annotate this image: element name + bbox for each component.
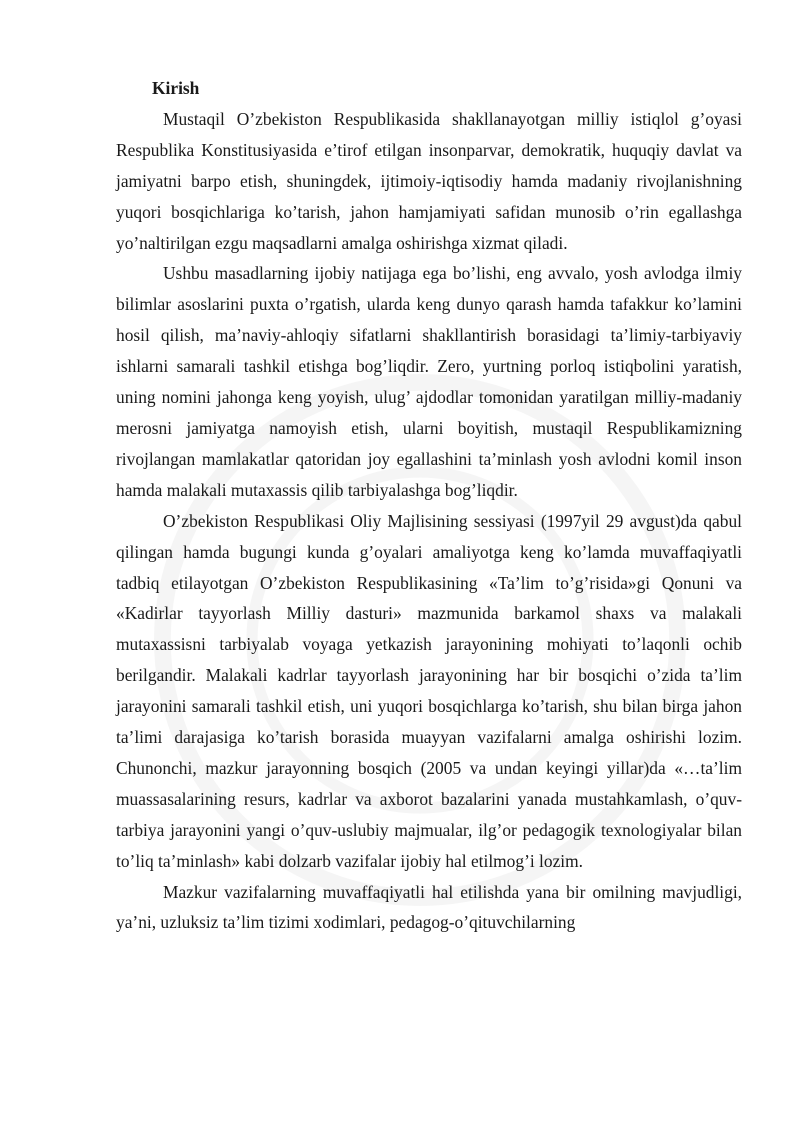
paragraph-3: O’zbekiston Respublikasi Oliy Majlisining sessiyasi (1997yil 29 avgust)da qabul qilingan hamda bugungi kunda g’oyalari amaliyotga keng ko’lamda muvaffaqiyatli tadbiq etilayotgan O’zbekiston Respublikasining «Ta’lim to’g’risida»gi Qonuni va «Kadirlar tayyorlash Milliy dasturi» mazmunida barkamol shaxs va malakali mutaxassisni tarbiyalab voyaga yetkazish jarayonining mohiyati to’laqonli ochib berilgandir. Malakali kadrlar tayyorlash jarayonining har bir bosqichi o’zida ta’lim jarayonini samarali tashkil etish, uni yuqori bosqichlarga ko’tarish, shu bilan birga jahon ta’limi darajasiga ko’tarish borasida muayyan vazifalarni amalga oshirishi lozim. Chunonchi, mazkur jarayonning bosqich (2005 va undan keyingi yillar)da «…ta’lim muassasalarining resurs, kadrlar va axborot bazalarini yanada mustahkamlash, o’quv-tarbiya jarayonini yangi o’quv-uslubiy majmualar, ilg’or pedagogik texnologiyalar bilan to’liq ta’minlash» kabi dolzarb vazifalar ijobiy hal etilmog’i lozim.: [116, 510, 742, 871]
paragraph-1: Mustaqil O’zbekiston Respublikasida shakllanayotgan milliy istiqlol g’oyasi Respublika Konstitusiyasida e’tirof etilgan insonparvar, demokratik, huquqiy davlat va jamiyatni barpo etish, shuningdek, ijtimoiy-iqtisodiy hamda madaniy rivojlanishning yuqori bosqichlariga ko’tarish, jahon hamjamiyati safidan munosib o’rin egallashga yo’naltirilgan ezgu maqsadlarni amalga oshirishga xizmat qiladi.: [116, 108, 742, 253]
document-body: [116, 73, 742, 938]
paragraph-2: Ushbu masadlarning ijobiy natijaga ega bo’lishi, eng avvalo, yosh avlodga ilmiy bilimlar asoslarini puxta o’rgatish, ularda keng dunyo qarash hamda tafakkur ko’lamini hosil qilish, ma’naviy-ahloqiy sifatlarni shakllantirish borasidagi ta’limiy-tarbiyaviy ishlarni samarali tashkil etishga bog’liqdir. Zero, yurtning porloq istiqbolini yaratish, uning nomini jahonga keng yoyish, ulug’ ajdodlar tomonidan yaratilgan milliy-madaniy merosni jamiyatga namoyish etish, ularni boyitish, mustaqil Respublikamizning rivojlangan mamlakatlar qatoridan joy egallashini ta’minlash yosh avlodni komil inson hamda malakali mutaxassis qilib tarbiyalashga bog’liqdir.: [116, 263, 742, 500]
paragraph-4: Mazkur vazifalarning muvaffaqiyatli hal etilishda yana bir omilning mavjudligi, ya’ni, uzluksiz ta’lim tizimi xodimlari, pedagog-o’qituvchilarning: [116, 881, 742, 933]
section-heading: Kirish: [152, 78, 200, 98]
